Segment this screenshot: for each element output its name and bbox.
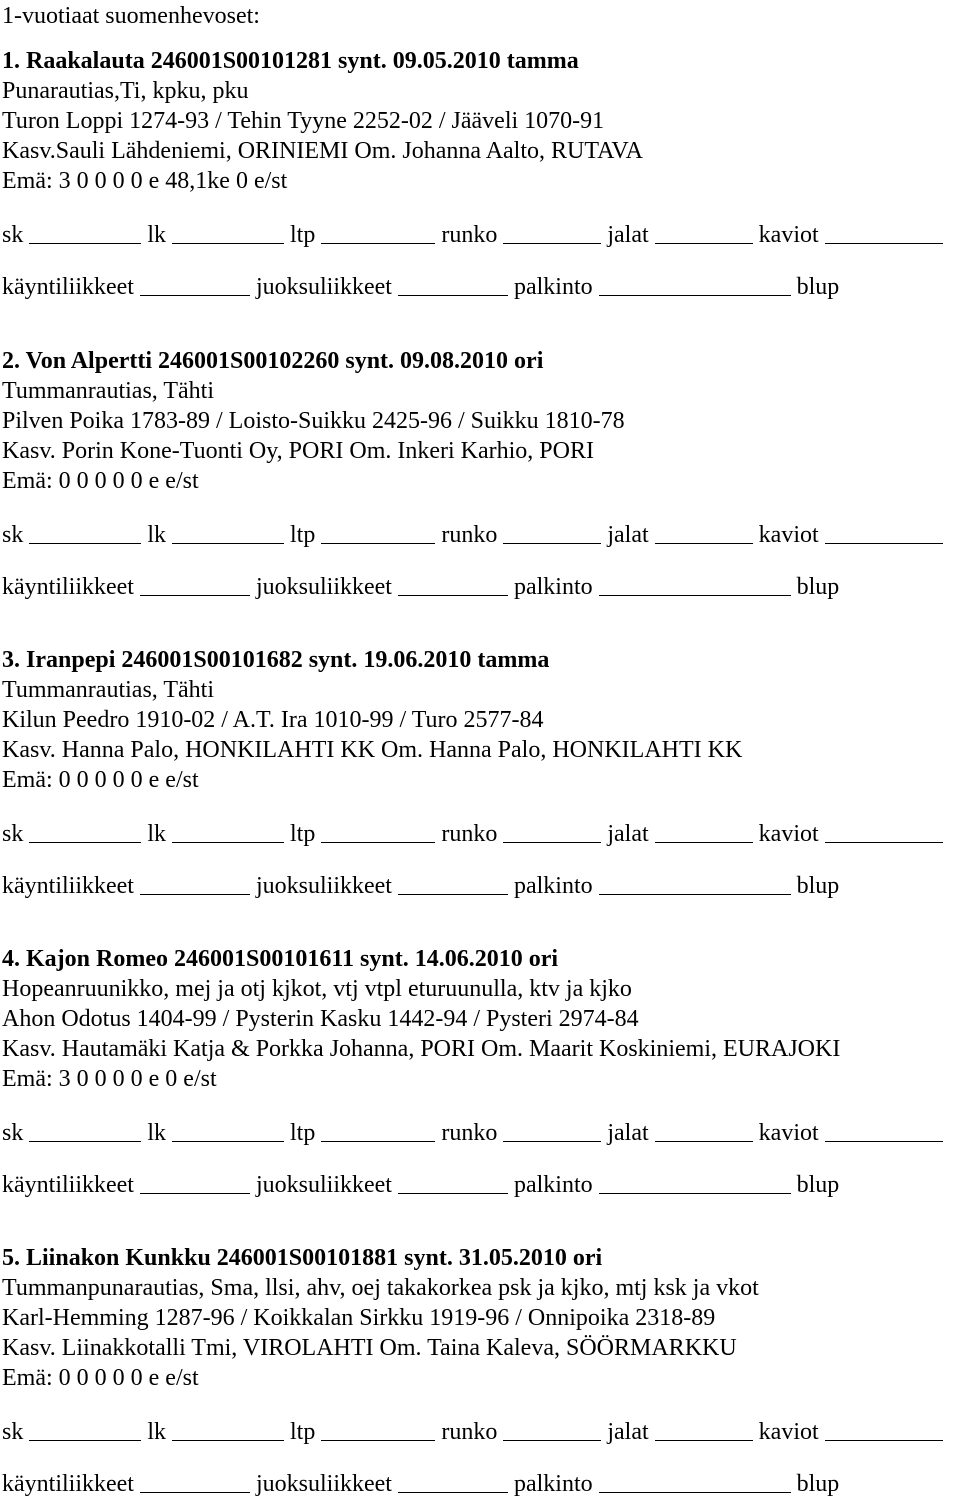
field-label: ltp xyxy=(290,1120,316,1146)
entry-title: 3. Iranpepi 246001S00101682 synt. 19.06.2010 tamma xyxy=(2,647,550,673)
page-heading: 1-vuotiaat suomenhevoset: xyxy=(2,3,260,29)
field-label: kaviot xyxy=(758,1419,819,1445)
entry-breeder-owner: Kasv. Porin Kone-Tuonti Oy, PORI Om. Inkeri Karhio, PORI xyxy=(2,438,594,464)
field-label: sk xyxy=(2,1419,24,1445)
field-label: palkinto xyxy=(513,1471,593,1497)
entry-dam: Emä: 0 0 0 0 0 e e/st xyxy=(2,468,199,494)
entry-color: Tummanpunarautias, Sma, llsi, ahv, oej takakorkea psk ja kjko, mtj ksk ja vkot xyxy=(2,1275,759,1301)
field-label: ltp xyxy=(290,522,316,548)
entry-title: 5. Liinakon Kunkku 246001S00101881 synt. 31.05.2010 ori xyxy=(2,1245,603,1271)
field-label: sk xyxy=(2,1120,24,1146)
entry-dam: Emä: 0 0 0 0 0 e e/st xyxy=(2,1365,199,1391)
field-label: blup xyxy=(796,1172,840,1198)
entry-title: 1. Raakalauta 246001S00101281 synt. 09.05.2010 tamma xyxy=(2,48,579,74)
blank-field xyxy=(503,1440,601,1441)
field-label: blup xyxy=(796,1471,840,1497)
field-label: sk xyxy=(2,821,24,847)
blank-field xyxy=(655,543,753,544)
field-label: juoksuliikkeet xyxy=(255,1172,392,1198)
score-row-2 xyxy=(2,1469,958,1499)
horse-entry xyxy=(2,645,958,901)
entry-pedigree: Ahon Odotus 1404-99 / Pysterin Kasku 1442-94 / Pysteri 2974-84 xyxy=(2,1006,639,1032)
field-label: lk xyxy=(147,1419,167,1445)
blank-field xyxy=(655,243,753,244)
field-label: sk xyxy=(2,522,24,548)
entry-dam: Emä: 3 0 0 0 0 e 48,1ke 0 e/st xyxy=(2,168,288,194)
entry-pedigree: Kilun Peedro 1910-02 / A.T. Ira 1010-99 / Turo 2577-84 xyxy=(2,707,544,733)
field-label: palkinto xyxy=(513,1172,593,1198)
field-label: jalat xyxy=(607,222,649,248)
field-label: juoksuliikkeet xyxy=(255,873,392,899)
entry-dam: Emä: 0 0 0 0 0 e e/st xyxy=(2,767,199,793)
entry-pedigree: Turon Loppi 1274-93 / Tehin Tyyne 2252-02 / Jääveli 1070-91 xyxy=(2,108,605,134)
entry-pedigree: Pilven Poika 1783-89 / Loisto-Suikku 2425-96 / Suikku 1810-78 xyxy=(2,408,625,434)
field-label: käyntiliikkeet xyxy=(2,873,134,899)
field-label: palkinto xyxy=(513,574,593,600)
field-label: juoksuliikkeet xyxy=(255,274,392,300)
field-label: ltp xyxy=(290,821,316,847)
blank-field xyxy=(825,543,943,544)
blank-field xyxy=(599,1193,791,1194)
field-label: runko xyxy=(441,1120,498,1146)
blank-field xyxy=(825,1141,943,1142)
field-label: juoksuliikkeet xyxy=(255,1471,392,1497)
field-label: sk xyxy=(2,222,24,248)
blank-field xyxy=(140,1492,250,1493)
field-label: jalat xyxy=(607,1419,649,1445)
field-label: kaviot xyxy=(758,1120,819,1146)
field-label: runko xyxy=(441,1419,498,1445)
entry-title: 4. Kajon Romeo 246001S00101611 synt. 14.06.2010 ori xyxy=(2,946,559,972)
blank-field xyxy=(825,243,943,244)
field-label: jalat xyxy=(607,1120,649,1146)
blank-field xyxy=(140,894,250,895)
blank-field xyxy=(29,543,141,544)
score-row-2 xyxy=(2,572,958,602)
blank-field xyxy=(503,842,601,843)
blank-field xyxy=(172,243,284,244)
blank-field xyxy=(172,1141,284,1142)
horse-entry xyxy=(2,1243,958,1499)
blank-field xyxy=(172,543,284,544)
field-label: blup xyxy=(796,274,840,300)
entry-breeder-owner: Kasv.Sauli Lähdeniemi, ORINIEMI Om. Johanna Aalto, RUTAVA xyxy=(2,138,643,164)
field-label: kaviot xyxy=(758,522,819,548)
blank-field xyxy=(321,1440,435,1441)
score-row-1 xyxy=(2,520,958,550)
blank-field xyxy=(29,1141,141,1142)
entry-color: Punarautias,Ti, kpku, pku xyxy=(2,78,249,104)
blank-field xyxy=(599,1492,791,1493)
field-label: lk xyxy=(147,522,167,548)
blank-field xyxy=(398,1492,508,1493)
blank-field xyxy=(321,1141,435,1142)
entry-breeder-owner: Kasv. Hanna Palo, HONKILAHTI KK Om. Hanna Palo, HONKILAHTI KK xyxy=(2,737,743,763)
score-row-1 xyxy=(2,819,958,849)
field-label: lk xyxy=(147,1120,167,1146)
blank-field xyxy=(140,295,250,296)
score-row-1 xyxy=(2,220,958,250)
blank-field xyxy=(398,1193,508,1194)
blank-field xyxy=(503,243,601,244)
blank-field xyxy=(29,243,141,244)
blank-field xyxy=(655,842,753,843)
horse-entry xyxy=(2,944,958,1200)
field-label: jalat xyxy=(607,522,649,548)
field-label: runko xyxy=(441,522,498,548)
score-row-2 xyxy=(2,272,958,302)
blank-field xyxy=(398,595,508,596)
blank-field xyxy=(655,1141,753,1142)
blank-field xyxy=(321,243,435,244)
field-label: ltp xyxy=(290,222,316,248)
score-row-2 xyxy=(2,871,958,901)
score-row-2 xyxy=(2,1170,958,1200)
blank-field xyxy=(172,1440,284,1441)
field-label: juoksuliikkeet xyxy=(255,574,392,600)
score-row-1 xyxy=(2,1417,958,1447)
entry-breeder-owner: Kasv. Liinakkotalli Tmi, VIROLAHTI Om. Taina Kaleva, SÖÖRMARKKU xyxy=(2,1335,737,1361)
field-label: runko xyxy=(441,222,498,248)
blank-field xyxy=(140,1193,250,1194)
entry-color: Hopeanruunikko, mej ja otj kjkot, vtj vtpl eturuunulla, ktv ja kjko xyxy=(2,976,632,1002)
blank-field xyxy=(599,295,791,296)
entry-dam: Emä: 3 0 0 0 0 e 0 e/st xyxy=(2,1066,217,1092)
blank-field xyxy=(503,543,601,544)
field-label: ltp xyxy=(290,1419,316,1445)
blank-field xyxy=(825,842,943,843)
score-row-1 xyxy=(2,1118,958,1148)
field-label: blup xyxy=(796,873,840,899)
entry-pedigree: Karl-Hemming 1287-96 / Koikkalan Sirkku 1919-96 / Onnipoika 2318-89 xyxy=(2,1305,716,1331)
blank-field xyxy=(655,1440,753,1441)
field-label: kaviot xyxy=(758,222,819,248)
horse-entry xyxy=(2,46,958,302)
field-label: jalat xyxy=(607,821,649,847)
blank-field xyxy=(140,595,250,596)
blank-field xyxy=(321,543,435,544)
blank-field xyxy=(29,842,141,843)
blank-field xyxy=(172,842,284,843)
field-label: lk xyxy=(147,821,167,847)
blank-field xyxy=(599,595,791,596)
field-label: käyntiliikkeet xyxy=(2,274,134,300)
field-label: runko xyxy=(441,821,498,847)
blank-field xyxy=(599,894,791,895)
entry-title: 2. Von Alpertti 246001S00102260 synt. 09.08.2010 ori xyxy=(2,348,544,374)
entry-breeder-owner: Kasv. Hautamäki Katja & Porkka Johanna, PORI Om. Maarit Koskiniemi, EURAJOKI xyxy=(2,1036,841,1062)
field-label: käyntiliikkeet xyxy=(2,574,134,600)
blank-field xyxy=(398,295,508,296)
horse-entry xyxy=(2,346,958,602)
blank-field xyxy=(321,842,435,843)
field-label: käyntiliikkeet xyxy=(2,1471,134,1497)
entry-color: Tummanrautias, Tähti xyxy=(2,378,214,404)
blank-field xyxy=(503,1141,601,1142)
entry-color: Tummanrautias, Tähti xyxy=(2,677,214,703)
field-label: blup xyxy=(796,574,840,600)
blank-field xyxy=(825,1440,943,1441)
field-label: palkinto xyxy=(513,873,593,899)
field-label: lk xyxy=(147,222,167,248)
field-label: palkinto xyxy=(513,274,593,300)
blank-field xyxy=(29,1440,141,1441)
blank-field xyxy=(398,894,508,895)
field-label: käyntiliikkeet xyxy=(2,1172,134,1198)
field-label: kaviot xyxy=(758,821,819,847)
